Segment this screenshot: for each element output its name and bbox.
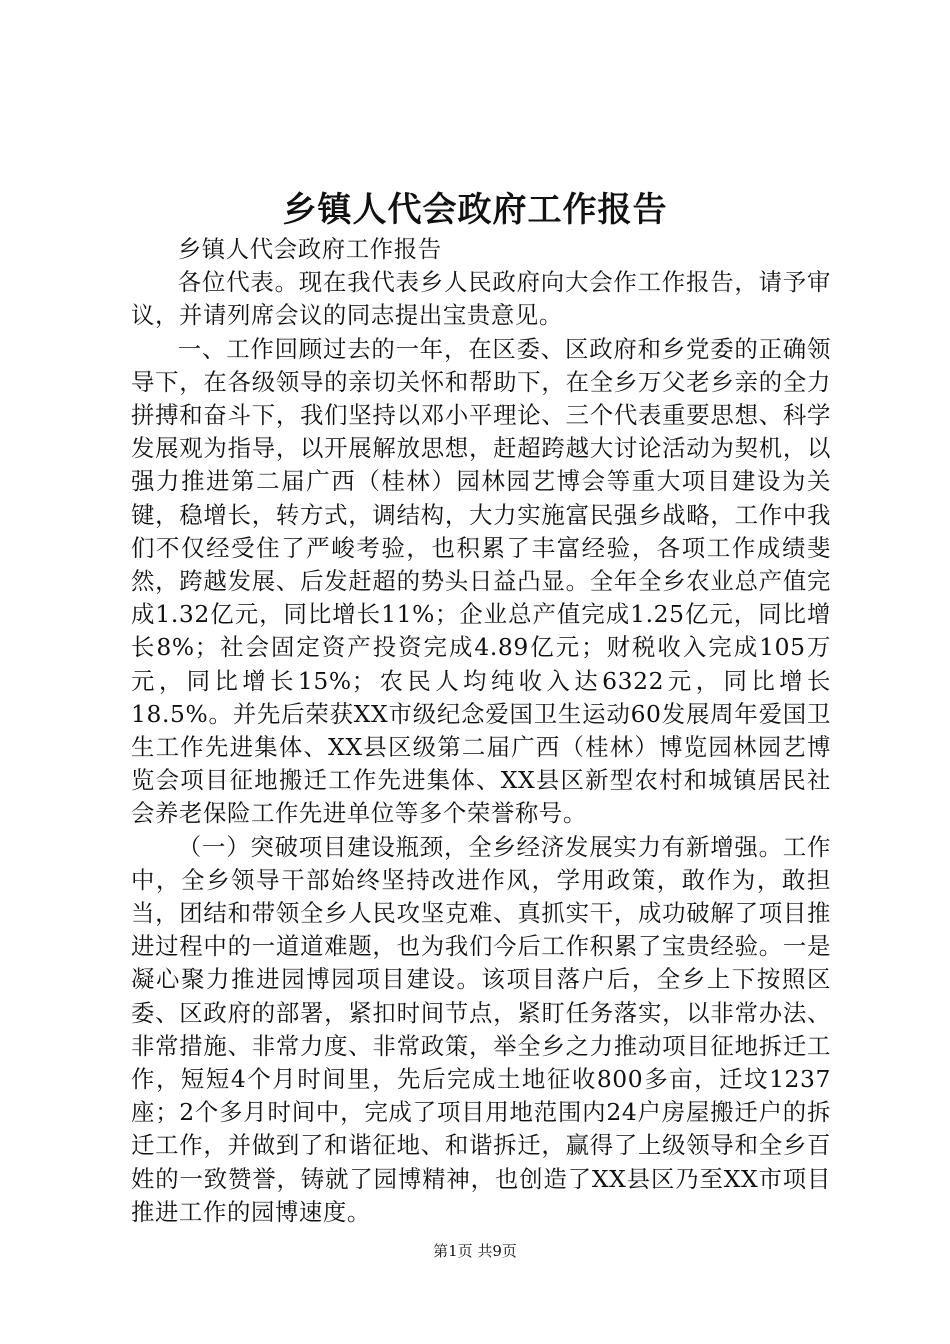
paragraph-project-construction: （一）突破项目建设瓶颈，全乡经济发展实力有新增强。工作中，全乡领导干部始终坚持改进作风，学用政策，敢作为，敢担当，团结和带领全乡人民攻坚克难、真抓实干，成功破解了项目推进过程中的一道道难题，也为我们今后工作积累了宝贵经验。一是凝心聚力推进园博园项目建设。该项目落户后，全乡上下按照区委、区政府的部署，紧扣时间节点，紧盯任务落实，以非常办法、非常措施、非常力度、非常政策，举全乡之力推动项目征地拆迁工作，短短4个月时间里，先后完成土地征收800多亩，迁坟1237座；2个多月时间中，完成了项目用地范围内24户房屋搬迁户的拆迁工作，并做到了和谐征地、和谐拆迁，赢得了上级领导和全乡百姓的一致赞誉，铸就了园博精神，也创造了XX县区乃至XX市项目推进工作的园博速度。 <box>131 832 831 1226</box>
paragraph-greeting: 各位代表。现在我代表乡人民政府向大会作工作报告，请予审议，并请列席会议的同志提出宝贵意见。 <box>131 268 831 330</box>
page-number-footer: 第1页 共9页 <box>433 1242 517 1260</box>
paragraph-heading-repeat: 乡镇人代会政府工作报告 <box>177 235 442 263</box>
paragraph-work-review: 一、工作回顾过去的一年，在区委、区政府和乡党委的正确领导下，在各级领导的亲切关怀和帮助下，在全乡万父老乡亲的全力拼搏和奋斗下，我们坚持以邓小平理论、三个代表重要思想、科学发展观为指导，以开展解放思想，赶超跨越大讨论活动为契机，以强力推进第二届广西（桂林）园林园艺博会等重大项目建设为关键，稳增长，转方式，调结构，大力实施富民强乡战略，工作中我们不仅经受住了严峻考验，也积累了丰富经验，各项工作成绩斐然，跨越发展、后发赶超的势头日益凸显。全年全乡农业总产值完成1.32亿元，同比增长11%；企业总产值完成1.25亿元，同比增长8%；社会固定资产投资完成4.89亿元；财税收入完成105万元，同比增长15%；农民人均纯收入达6322元，同比增长18.5%。并先后荣获XX市级纪念爱国卫生运动60发展周年爱国卫生工作先进集体、XX县区级第二届广西（桂林）博览园林园艺博览会项目征地搬迁工作先进集体、XX县区新型农村和城镇居民社会养老保险工作先进单位等多个荣誉称号。 <box>131 334 831 828</box>
document-body <box>131 233 831 1229</box>
document-title: 乡镇人代会政府工作报告 <box>282 190 668 230</box>
